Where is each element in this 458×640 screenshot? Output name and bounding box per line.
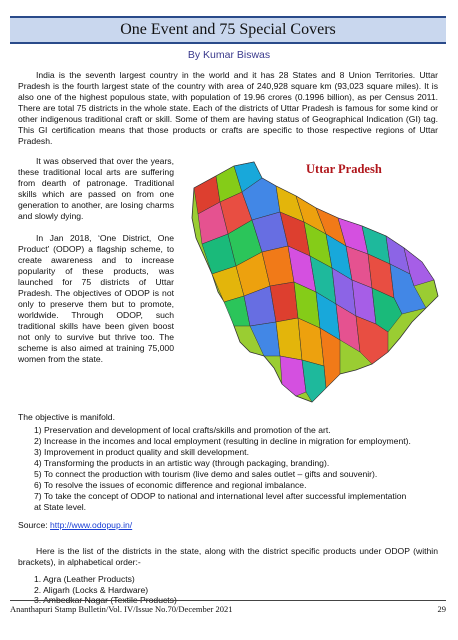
district-item: 3. Ambedkar Nagar (Textile Products) <box>34 595 177 605</box>
page-number: 29 <box>437 604 446 614</box>
map-title: Uttar Pradesh <box>306 162 382 176</box>
source-line <box>18 520 438 531</box>
column-paragraph-1: It was observed that over the years, these traditional local arts are suffering from dearth of patronage. Traditional skills which are passed on from one generation to another, are losing charms and slowly dying. <box>18 156 174 221</box>
objective-item: 5) To connect the production with tourism (live demo and sales outlet – gifts and souvenir). <box>34 469 378 479</box>
article-title-bar <box>10 16 446 44</box>
district-regions <box>192 162 438 402</box>
objective-item: 3) Improvement in product quality and skill development. <box>34 447 249 457</box>
author-byline: By Kumar Biswas <box>187 49 271 61</box>
article-title: One Event and 75 Special Covers <box>120 21 336 38</box>
objectives-list <box>34 425 444 513</box>
intro-paragraph: India is the seventh largest country in the world and it has 28 States and 8 Union Territories. Uttar Pradesh is the fourth largest state of the country with area of 240,928 square km (93,023 square miles). It is also one of the highest populous state, with population of 19.96 crores (0.1996 billion), as per Census 2011. There are total 75 districts in the whole state. Each of the districts of Uttar Pradesh is famous for some kind or other indigenous traditional craft or skill. Some of them are having status of Geographical Indication (GI) tag. This GI certification means that those products or crafts are specific to those respective regions of Uttar Pradesh. <box>18 70 438 146</box>
uttar-pradesh-district-map <box>176 156 446 416</box>
objective-item: 7) To take the concept of ODOP to national and international level after successful implementation <box>34 491 407 501</box>
objective-item: 6) To resolve the issues of economic difference and regional imbalance. <box>34 480 307 490</box>
footer-publication: Ananthapuri Stamp Bulletin/Vol. IV/Issue No.70/December 2021 <box>10 604 233 614</box>
district-item: 2. Aligarh (Locks & Hardware) <box>34 584 149 595</box>
objective-label: The objective is manifold. <box>18 412 115 422</box>
column-paragraph-2: In Jan 2018, ‘One District, One Product’ (ODOP) a flagship scheme, to create awareness and to increase popularity of these products, was launched for 75 districts of Uttar Pradesh. The objectives of ODOP is not only to preserve them but to promote, worldwide. Through ODOP, such traditional skills have been given boost not only to survive but thrive too. The scheme is also aimed at training 75,000 women from the state. <box>18 233 174 364</box>
objective-item: 1) Preservation and development of local crafts/skills and promotion of the art. <box>34 425 331 435</box>
source-link[interactable]: http://www.odopup.in/ <box>50 520 133 530</box>
objective-item: at State level. <box>34 502 87 512</box>
source-label: Source: <box>18 520 51 530</box>
district-list-intro: Here is the list of the districts in the state, along with the district specific products under ODOP (within brackets), in alphabetical order:- <box>18 546 438 567</box>
left-column <box>18 156 174 376</box>
objective-item: 2) Increase in the incomes and local employment (resulting in decline in migration for employment). <box>34 436 411 446</box>
objective-item: 4) Transforming the products in an artistic way (through packaging, branding). <box>34 458 330 468</box>
district-item: 1. Agra (Leather Products) <box>34 574 135 584</box>
district-region <box>276 318 302 360</box>
page-footer <box>10 600 446 614</box>
